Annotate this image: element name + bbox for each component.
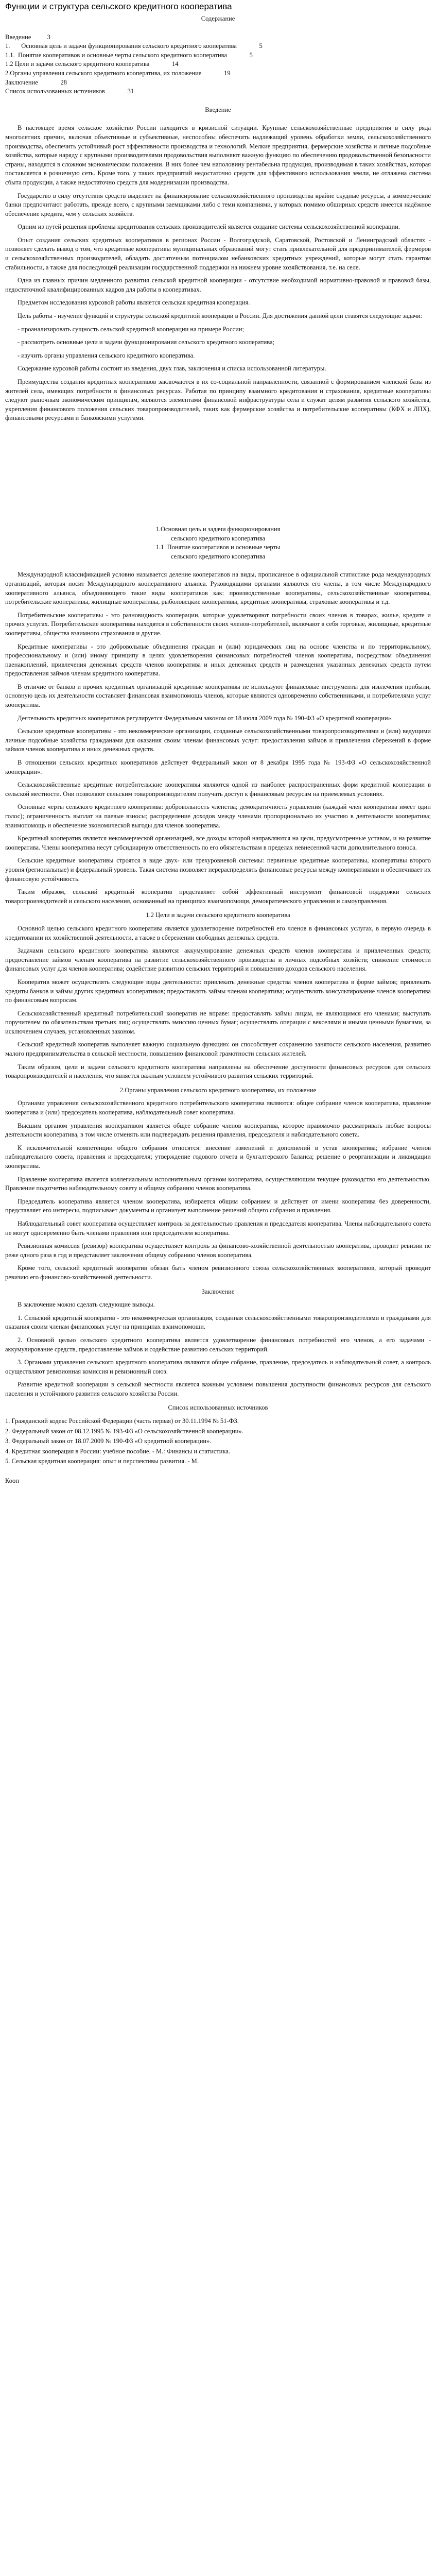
paragraph: Задачами сельского кредитного кооператива являются: аккумулирование денежных средств членов кооператива и привлеченных средств; предоставление займов членам кооператива на развитие сельскохозяйственного производства и личных подсобных хозяйств; снижение стоимости финансовых услуг для членов кооператива; содействие развитию сельских территорий и повышению доходов сельского населения. [5,947,431,973]
paragraph: В заключение можно сделать следующие выводы. [18,1301,155,1309]
toc-item: Введение 3 [5,33,50,41]
source-item: 4. Кредитная кооперация в России: учебное пособие. - М.: Финансы и статистика. [5,1447,231,1455]
paragraph: Предметом исследования курсовой работы является сельская кредитная кооперация. [18,299,250,307]
paragraph: Одним из путей решения проблемы кредитования сельских производителей является создание системы сельскохозяйственной кооперации. [18,223,400,231]
conclusion-heading: Заключение [201,1287,235,1295]
paragraph: Высшим органом управления кооперативом является общее собрание членов кооператива, которое правомочно рассматривать любые вопросы деятельности кооператива, в том числе отменять или подтверждать решения правления, председателя и наблюдательного совета. [5,1122,431,1139]
paragraph: Сельскохозяйственные кредитные потребительские кооперативы являются одной из наиболее распространенных форм кредитной кооперации в сельской местности. Они позволяют сельским товаропроизводителям получать доступ к финансовым ресурсам на приемлемых условиях. [5,781,431,798]
source-item: 1. Гражданский кодекс Российской Федерации (часть первая) от 30.11.1994 № 51-ФЗ. [5,1417,239,1425]
table-of-contents [5,14,431,96]
paragraph: Кредитный кооператив является некоммерческой организацией, все доходы которой направляются на цели, предусмотренные уставом, и на развитие кооператива. Члены кооператива несут субсидиарную ответственность по его обязательствам в пределах невнесенной части дополнительного взноса. [5,835,431,851]
document-body [5,14,431,1486]
page-title: Функции и структура сельского кредитного кооператива [5,2,232,11]
paragraph: Содержание курсовой работы состоит из введения, двух глав, заключения и списка использованной литературы. [18,365,326,372]
toc-item: 1.2 Цели и задачи сельского кредитного кооператива 14 [5,60,179,68]
paragraph: Сельскохозяйственный кредитный потребительский кооператив не вправе: предоставлять займы лицам, не являющимся его членами; выступать поручителем по обязательствам третьих лиц; осуществлять эмиссию ценных бумаг; осуществлять операции с векселями и иными ценными бумагами, за исключением случаев, установленных законом. [5,1009,431,1035]
paragraph: Наблюдательный совет кооператива осуществляет контроль за деятельностью правления и председателя кооператива. Члены наблюдательного совета не могут одновременно быть членами правления или председателем кооператива. [5,1219,431,1236]
paragraph: Председатель кооператива является членом кооператива, избирается общим собранием и действует от имени кооператива без доверенности, представляет его интересы, подписывает документы и организует выполнение решений общего собрания и правления. [5,1197,431,1214]
toc-item: 2.Органы управления сельского кредитного кооператива, их положение 19 [5,69,231,77]
source-item: 3. Федеральный закон от 18.07.2009 № 190-ФЗ «О кредитной кооперации». [5,1437,212,1445]
paragraph: Сельские кредитные кооперативы - это некоммерческие организации, созданные сельскохозяйственными товаропроизводителями и (или) ведущими личные подсобные хозяйства гражданами для оказания своим членам финансовых услуг: предоставления займов и привлечения сбережений в форме займов членов кооператива и иных денежных средств. [5,727,431,753]
conclusion [5,1300,431,1398]
paragraph: Государство в силу отсутствия средств выделяет на финансирование сельскохозяйственного производства крайне скудные ресурсы, а коммерческие банки предпочитают работать, прежде всего, с крупными заемщиками либо с теми компаниями, у которых помимо обширных средств имеется надёжное обеспечение кредита, чем у сельских хозяйств. [5,192,431,217]
paragraph: Правление кооператива является коллегиальным исполнительным органом кооператива, осуществляющим текущее руководство его деятельностью. Правление подотчетно наблюдательному совету и общему собранию членов кооператива. [5,1175,431,1192]
paragraph: Потребительские кооперативы - это разновидность кооперации, которые удовлетворяют потребности своих членов в товарах, жилье, кредите и прочих услугах. Потребительские кооперативы находятся в собственности своих членов-потребителей, включают в себя торговые, жилищные, кредитные кооперативы, общества взаимного страхования и другие. [5,611,431,637]
paragraph: Развитие кредитной кооперации в сельской местности является важным условием повышения доступности финансовых ресурсов для сельского населения и устойчивого развития сельского хозяйства России. [5,1381,431,1397]
source-item: 2. Федеральный закон от 08.12.1995 № 193-ФЗ «О сельскохозяйственной кооперации». [5,1427,243,1435]
chapter1-section [5,570,431,906]
section2-heading: 2.Органы управления сельского кредитного кооператива, их положение [119,1086,317,1094]
chapter1-line: сельского кредитного кооператива [170,552,266,560]
paragraph: Опыт создания сельских кредитных кооперативов в регионах России - Волгоградской, Саратовской, Ростовской и Ленинградской областях - позволяет сделать вывод о том, что кредитные кооперативы муниципальных образований могут стать привлекательной для предпринимателей, фермеров и сельскохозяйственных производителей, обладать достаточным потенциалом небанковских кредитных учреждений, которые могут стать гарантом стабильности, а также для последующей реализации государственной поддержки на нижнем уровне хозяйствования, т.е. на селе. [5,236,431,271]
paragraph: Одна из главных причин медленного развития сельской кредитной кооперации - отсутствие необходимой нормативно-правовой и правовой базы, недостаточной квалифицированных кадров для работы в кооперативах. [5,277,431,293]
paragraph: Таким образом, сельский кредитный кооператив представляет собой эффективный инструмент финансовой поддержки сельских товаропроизводителей и сельского населения, основанный на принципах взаимопомощи, демократического управления и самоуправления. [5,888,431,905]
toc-heading: Содержание [201,15,235,22]
paragraph: 1. Сельский кредитный кооператив - это некоммерческая организация, созданная сельскохозяйственными товаропроизводителями и гражданами для оказания своим членам финансовых услуг на принципах взаимопомощи. [5,1314,431,1331]
paragraph: Кооператив может осуществлять следующие виды деятельности: привлекать денежные средства членов кооператива в форме займов; привлекать кредиты банков и займы других кредитных кооперативов; предоставлять займы членам кооператива; осуществлять консультирование членов кооператива по финансовым вопросам. [5,978,431,1004]
paragraph: Преимущества создания кредитных кооперативов заключаются в их со-социальной направленности, связанной с формированием членской базы из жителей села, имеющих потребности в финансовых ресурсах. Работая по принципу взаимного кредитования и страхования, кредитные кооперативы следуют рыночным экономическим принципам, являются элементами финансовой инфраструктуры села и служат целям развития сельского хозяйства, укрепления финансового положения сельских товаропроизводителей, таких как фермерские хозяйства и потребительские кооперативы (КФХ и ЛПХ), финансовыми ресурсами и банковскими услугами. [5,378,431,422]
paragraph: - проанализировать сущность сельской кредитной кооперации на примере России; [18,325,244,333]
paragraph: В настоящее время сельское хозяйство России находится в кризисной ситуации. Крупные сельскохозяйственные предприятия в силу ряда многолетних причин, включая объективные и субъективные, неспособны обеспечить надлежащий уровень обработки земли, сельскохозяйственного производства, обеспечить устойчивый рост эффективности производства и технологий. Мелкие предприятия, фермерские хозяйства и личные подсобные хозяйства, которые наряду с крупными производителями продовольствия выполняют важную функцию по обеспечению продовольственной безопасности страны, находятся в сложном экономическом положении. В них более чем наполовину рентабельна продукция, производимая в таких хозяйствах, которая поставляется в розничную сеть. Кроме того, у таких предприятий недостаточно средств для эффективного использования земли, не отлажена система сбыта продукции, а также недостаточно средств для модернизации производства. [5,124,431,186]
paragraph: 2. Основной целью сельского кредитного кооператива является удовлетворение финансовых потребностей его членов, а его задачами - аккумулирование средств, предоставление займов и содействие развитию сельских территорий. [5,1336,431,1353]
paragraph: Основные черты сельского кредитного кооператива: добровольность членства; демократичность управления (каждый член кооператива имеет один голос); ограниченность выплат на паевые взносы; распределение доходов между членами пропорционально их участию в деятельности кооператива; взаимопомощь и обеспечение экономической выгоды для членов кооператива. [5,803,431,829]
paragraph: 3. Органами управления сельского кредитного кооператива являются общее собрание, правление, председатель и наблюдательный совет, а контроль осуществляют ревизионная комиссия и ревизионный союз. [5,1359,431,1375]
source-item: 5. Сельская кредитная кооперация: опыт и перспективы развития. - М. [5,1458,199,1465]
paragraph: - изучить органы управления сельского кредитного кооператива. [18,351,195,359]
paragraph: Ревизионная комиссия (ревизор) кооператива осуществляет контроль за финансово-хозяйственной деятельностью кооператива, проводит ревизии не реже одного раза в год и представляет заключения общему собранию членов кооператива. [5,1242,431,1259]
toc-item: 1.1. Понятие кооперативов и основные черты сельского кредитного кооператива 5 [5,51,253,59]
chapter1-line: 1.Основная цель и задачи функционирования [155,525,281,533]
paragraph: Кроме того, сельский кредитный кооператив обязан быть членом ревизионного союза сельскохозяйственных кооперативов, который проводит ревизию его финансово-хозяйственной деятельности. [5,1264,431,1281]
toc-item: Список использованных источников 31 [5,88,134,95]
paragraph: Цель работы - изучение функций и структуры сельской кредитной кооперации в России. Для достижения данной цели ставятся следующие задачи: [18,312,423,320]
chapter1-line: 1.1 Понятие кооперативов и основные черты [155,544,281,551]
toc-item: Заключение 28 [5,78,67,86]
paragraph: В отношении сельских кредитных кооперативов действует Федеральный закон от 8 декабря 1995 года № 193-ФЗ «О сельскохозяйственной кооперации». [5,759,431,775]
section2 [5,1099,431,1282]
chapter1-heading [5,525,431,561]
footer-label: Кооп [5,1477,19,1485]
section12 [5,924,431,1081]
section12-heading: 1.2 Цели и задачи сельского кредитного кооператива [146,911,290,919]
chapter1-line: сельского кредитного кооператива [170,534,266,542]
paragraph: - рассмотреть основные цели и задачи функционирования сельского кредитного кооператива; [18,338,275,346]
sources-heading: Список использованных источников [168,1404,268,1412]
paragraph: Сельские кредитные кооперативы строятся в виде двух- или трехуровневой системы: первичные кредитные кооперативы, кооперативы второго уровня (региональные) и федеральный уровень. Такая система позволяет перераспределять финансовые ресурсы между кооперативами и обеспечивает их финансовую устойчивость. [5,857,431,883]
paragraph: Международной классификацией условно называется деление кооперативов на виды, прописанное в официальной статистике рода международных организаций, которая носит Международного кооперативного альянса. Руководящими органами являются его члены, в том числе Международного кооперативного альянса, объединяющего такие виды кооперативов как: производственные кооперативы, сельскохозяйственные кооперативы, потребительские кооперативы, жилищные кооперативы, рыболовецкие кооперативы, кредитные кооперативы, страховые кооперативы и т.д. [5,571,431,606]
intro-heading: Введение [205,106,231,113]
paragraph: Сельский кредитный кооператив выполняет важную социальную функцию: он способствует сохранению занятости сельского населения, развитию малого предпринимательства в сельской местности, повышению финансовой грамотности сельских жителей. [5,1041,431,1058]
paragraph: Таким образом, цели и задачи сельского кредитного кооператива направлены на обеспечение доступности финансовых ресурсов для сельских товаропроизводителей и населения, что является важным условием устойчивого развития сельских территорий. [5,1063,431,1080]
toc-item: 1. Основная цель и задачи функционирования сельского кредитного кооператива 5 [5,42,263,50]
sources-list [5,1417,431,1466]
paragraph: Основной целью сельского кредитного кооператива является удовлетворение потребностей его членов в финансовых услугах, в первую очередь в кредитовании их хозяйственной деятельности, а также в сбережении свободных денежных средств. [5,924,431,941]
paragraph: Деятельность кредитных кооперативов регулируется Федеральным законом от 18 июля 2009 года № 190-ФЗ «О кредитной кооперации». [18,714,393,722]
intro-section [5,124,431,423]
paragraph: Органами управления сельскохозяйственного кредитного потребительского кооператива являются: общее собрание членов кооператива, правление кооператива и (или) председатель кооператива, наблюдательный совет кооператива. [5,1099,431,1116]
paragraph: К исключительной компетенции общего собрания относятся: внесение изменений и дополнений в устав кооператива; избрание членов наблюдательного совета, правления и председателя; утверждение годового отчета и бухгалтерского баланса; решение о реорганизации и ликвидации кооператива. [5,1144,431,1170]
paragraph: Кредитные кооперативы - это добровольные объединения граждан и (или) юридических лиц на основе членства и по территориальному, профессиональному и (или) иному принципу в целях удовлетворения финансовых потребностей членов кооператива, посредством объединения паенакоплений, привлечения денежных средств членов кооператива и иных денежных средств и размещения указанных денежных средств путем предоставления займов членам кредитного кооператива. [5,642,431,677]
paragraph: В отличие от банков и прочих кредитных организаций кредитные кооперативы не используют финансовые инструменты для извлечения прибыли, основную цель их деятельности составляет финансовая взаимопомощь членов, которые являются одновременно собственниками, и потребителями услуг кооператива. [5,683,431,709]
